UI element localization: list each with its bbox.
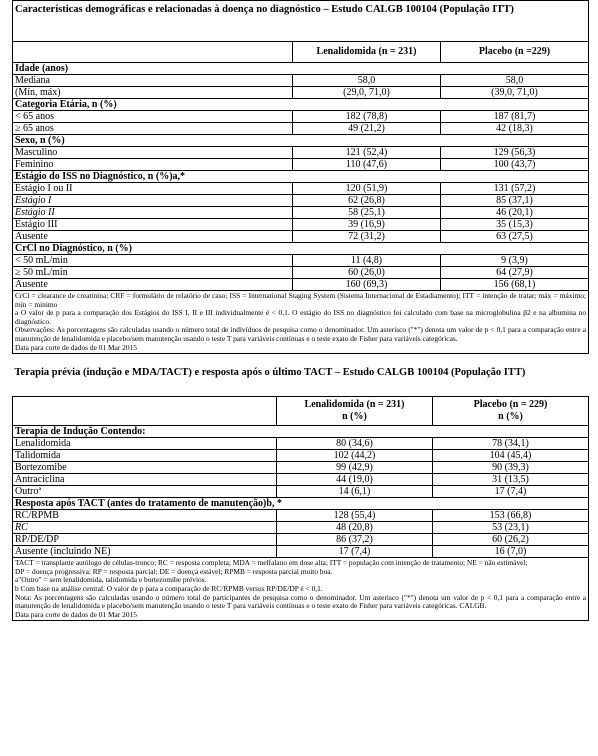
row-label: Ausente (incluindo NE) bbox=[13, 546, 277, 558]
table2-title: Terapia prévia (indução e MDA/TACT) e resposta após o último TACT – Estudo CALGB 100104 (População ITT) bbox=[14, 367, 526, 379]
header-sub: n (%) bbox=[498, 411, 523, 423]
cell-placebo: 42 (18,3) bbox=[441, 123, 589, 135]
row-label: Bortezomibe bbox=[13, 462, 277, 474]
cell-lenalidomide: 120 (51,9) bbox=[293, 183, 441, 195]
cell-placebo: 16 (7,0) bbox=[433, 546, 589, 558]
cell-placebo: 156 (68,1) bbox=[441, 279, 589, 291]
cell-lenalidomide: 99 (42,9) bbox=[277, 462, 433, 474]
row-label: Mediana bbox=[13, 75, 293, 87]
row-label: Estágio I bbox=[13, 195, 293, 207]
table-row bbox=[13, 438, 589, 450]
section-heading: Idade (anos) bbox=[13, 63, 589, 75]
cell-placebo: 63 (27,5) bbox=[441, 231, 589, 243]
row-label: Estágio II bbox=[13, 207, 293, 219]
table2-header-blank bbox=[13, 397, 277, 426]
cell-placebo: 187 (81,7) bbox=[441, 111, 589, 123]
cell-lenalidomide: 182 (78,8) bbox=[293, 111, 441, 123]
row-label: ≥ 50 mL/min bbox=[13, 267, 293, 279]
footnote: Nota: As porcentagens são calculadas usando o número total de participantes de pesquisa como o denominador. Um asterisco ("*") denota um valor de p < 0,1 para a comparação entre a manutenção de lenalidomida e placebo/sem manutenção usando o teste T para variáveis contínuas e o teste exato de Fisher para variáveis categóricas. CALGB. bbox=[15, 592, 587, 611]
table-row bbox=[13, 522, 589, 534]
section-heading: Categoria Etária, n (%) bbox=[13, 99, 589, 111]
header-sub: n (%) bbox=[342, 411, 367, 423]
document-page bbox=[12, 0, 588, 621]
table-row bbox=[13, 183, 589, 195]
row-label: RC/RPMB bbox=[13, 510, 277, 522]
cell-placebo: 129 (56,3) bbox=[441, 147, 589, 159]
cell-lenalidomide: 80 (34,6) bbox=[277, 438, 433, 450]
cell-placebo: 46 (20,1) bbox=[441, 207, 589, 219]
table-row bbox=[13, 486, 589, 498]
footnote: b Com base na análise central. O valor de p para a comparação de RC/RPMB versus RP/DE/DP é < 0,1. bbox=[15, 583, 323, 593]
row-label: RP/DE/DP bbox=[13, 534, 277, 546]
row-label: Outroª bbox=[13, 486, 277, 498]
footnote: Data para corte de dados de 01 Mar 2015 bbox=[15, 342, 137, 352]
row-label: Estágio III bbox=[13, 219, 293, 231]
row-label: (Mín, máx) bbox=[13, 87, 293, 99]
table1-header-placebo: Placebo (n =229) bbox=[441, 42, 589, 63]
row-label: < 65 anos bbox=[13, 111, 293, 123]
demographics-table bbox=[12, 0, 589, 354]
cell-lenalidomide: 60 (26,0) bbox=[293, 267, 441, 279]
table-row bbox=[13, 75, 589, 87]
section-heading: CrCl no Diagnóstico, n (%) bbox=[13, 243, 589, 255]
footnote: a O valor de p para a comparação dos Estágios do ISS I, II e III individualmente é < 0,1. O estágio do ISS no diagnóstico foi calculado com base na microglobulina β2 e na albumina no diagnóstico. bbox=[15, 308, 587, 326]
cell-placebo: 104 (45,4) bbox=[433, 450, 589, 462]
cell-lenalidomide: (29,0, 71,0) bbox=[293, 87, 441, 99]
section-heading: Terapia de Indução Contendo: bbox=[13, 426, 589, 438]
footnote: TACT = transplante autólogo de células-tronco; RC = resposta completa; MDA = melfalano em dose alta; ITT = população com intenção de tratamento; NE = não estimável; bbox=[15, 558, 528, 568]
row-label: Estágio I ou II bbox=[13, 183, 293, 195]
cell-lenalidomide: 39 (16,9) bbox=[293, 219, 441, 231]
table-row bbox=[13, 546, 589, 558]
table2-header-placebo bbox=[433, 397, 589, 426]
cell-lenalidomide: 48 (20,8) bbox=[277, 522, 433, 534]
cell-lenalidomide: 121 (52,4) bbox=[293, 147, 441, 159]
cell-placebo: 90 (39,3) bbox=[433, 462, 589, 474]
table-row bbox=[13, 111, 589, 123]
row-label: Talidomida bbox=[13, 450, 277, 462]
cell-placebo: 17 (7,4) bbox=[433, 486, 589, 498]
table-row bbox=[13, 207, 589, 219]
cell-placebo: 31 (13,5) bbox=[433, 474, 589, 486]
footnote: DP = doença progressiva; RP = resposta parcial; DE = doença estável; RPMB = resposta parcial muito boa. bbox=[15, 566, 333, 576]
table1-header-blank bbox=[13, 42, 293, 63]
row-label: Antraciclina bbox=[13, 474, 277, 486]
cell-lenalidomide: 72 (31,2) bbox=[293, 231, 441, 243]
table1-footnotes bbox=[13, 291, 589, 354]
table-row bbox=[13, 231, 589, 243]
cell-placebo: 53 (23,1) bbox=[433, 522, 589, 534]
table2-header-lenalidomide bbox=[277, 397, 433, 426]
footnote: Observações: As porcentagens são calculadas usando o número total de indivíduos de pesquisa como o denominador. Um asterisco ("*") denota um valor de p < 0,1 para a comparação entre a manutenção de lenalidomida e placebo/sem manutenção usando o teste T para variáveis contínuas e o teste exato de Fisher para variáveis categóricas. bbox=[15, 325, 587, 343]
row-label: Masculino bbox=[13, 147, 293, 159]
prior-therapy-table bbox=[12, 364, 589, 621]
table1-title: Características demográficas e relacionadas à doença no diagnóstico – Estudo CALGB 100104 (População ITT) bbox=[13, 1, 589, 42]
table2-footnotes bbox=[13, 558, 589, 621]
cell-placebo: 58,0 bbox=[441, 75, 589, 87]
table1-header-lenalidomide: Lenalidomida (n = 231) bbox=[293, 42, 441, 63]
row-label: ≥ 65 anos bbox=[13, 123, 293, 135]
cell-lenalidomide: 62 (26,8) bbox=[293, 195, 441, 207]
table-row bbox=[13, 534, 589, 546]
cell-lenalidomide: 58 (25,1) bbox=[293, 207, 441, 219]
table-row bbox=[13, 279, 589, 291]
table-row bbox=[13, 147, 589, 159]
cell-placebo: 9 (3,9) bbox=[441, 255, 589, 267]
cell-lenalidomide: 44 (19,0) bbox=[277, 474, 433, 486]
row-label: RC bbox=[13, 522, 277, 534]
row-label: Ausente bbox=[13, 231, 293, 243]
table-row bbox=[13, 474, 589, 486]
cell-placebo: 78 (34,1) bbox=[433, 438, 589, 450]
table-row bbox=[13, 195, 589, 207]
table-row bbox=[13, 510, 589, 522]
row-label: Feminino bbox=[13, 159, 293, 171]
cell-lenalidomide: 128 (55,4) bbox=[277, 510, 433, 522]
cell-lenalidomide: 58,0 bbox=[293, 75, 441, 87]
table-row bbox=[13, 462, 589, 474]
cell-lenalidomide: 102 (44,2) bbox=[277, 450, 433, 462]
cell-lenalidomide: 110 (47,6) bbox=[293, 159, 441, 171]
section-heading: Estágio do ISS no Diagnóstico, n (%)a,* bbox=[13, 171, 589, 183]
cell-placebo: 153 (66,8) bbox=[433, 510, 589, 522]
footnote: a"Outro" = sem lenalidomida, talidomida e bortezomibe prévios. bbox=[15, 575, 207, 585]
cell-placebo: 131 (57,2) bbox=[441, 183, 589, 195]
cell-placebo: 100 (43,7) bbox=[441, 159, 589, 171]
cell-placebo: 64 (27,9) bbox=[441, 267, 589, 279]
table-row bbox=[13, 255, 589, 267]
table-row bbox=[13, 123, 589, 135]
header-label: Placebo (n = 229) bbox=[473, 399, 548, 411]
section-heading: Sexo, n (%) bbox=[13, 135, 589, 147]
table-row bbox=[13, 87, 589, 99]
cell-lenalidomide: 86 (37,2) bbox=[277, 534, 433, 546]
header-label: Lenalidomida (n = 231) bbox=[304, 399, 405, 411]
cell-lenalidomide: 11 (4,8) bbox=[293, 255, 441, 267]
spacer bbox=[12, 354, 588, 364]
cell-placebo: 85 (37,1) bbox=[441, 195, 589, 207]
row-label: Lenalidomida bbox=[13, 438, 277, 450]
cell-lenalidomide: 17 (7,4) bbox=[277, 546, 433, 558]
section-heading: Resposta após TACT (antes do tratamento de manutenção)b, * bbox=[13, 498, 589, 510]
row-label: Ausente bbox=[13, 279, 293, 291]
table-row bbox=[13, 219, 589, 231]
footnote: Data para corte de dados de 01 Mar 2015 bbox=[15, 609, 137, 619]
footnote: CrCl = clearance de creatinina; CRF = formulário de relatório de caso; ISS = International Staging System (Sistema Internacional de Estadiamento); ITT = intenção de tratar; máx = máximo; mín = mínimo bbox=[15, 291, 587, 309]
table-row bbox=[13, 267, 589, 279]
cell-placebo: 35 (15,3) bbox=[441, 219, 589, 231]
cell-lenalidomide: 14 (6,1) bbox=[277, 486, 433, 498]
cell-lenalidomide: 160 (69,3) bbox=[293, 279, 441, 291]
table-row bbox=[13, 450, 589, 462]
table-row bbox=[13, 159, 589, 171]
cell-placebo: (39,0, 71,0) bbox=[441, 87, 589, 99]
cell-placebo: 60 (26,2) bbox=[433, 534, 589, 546]
cell-lenalidomide: 49 (21,2) bbox=[293, 123, 441, 135]
row-label: < 50 mL/min bbox=[13, 255, 293, 267]
